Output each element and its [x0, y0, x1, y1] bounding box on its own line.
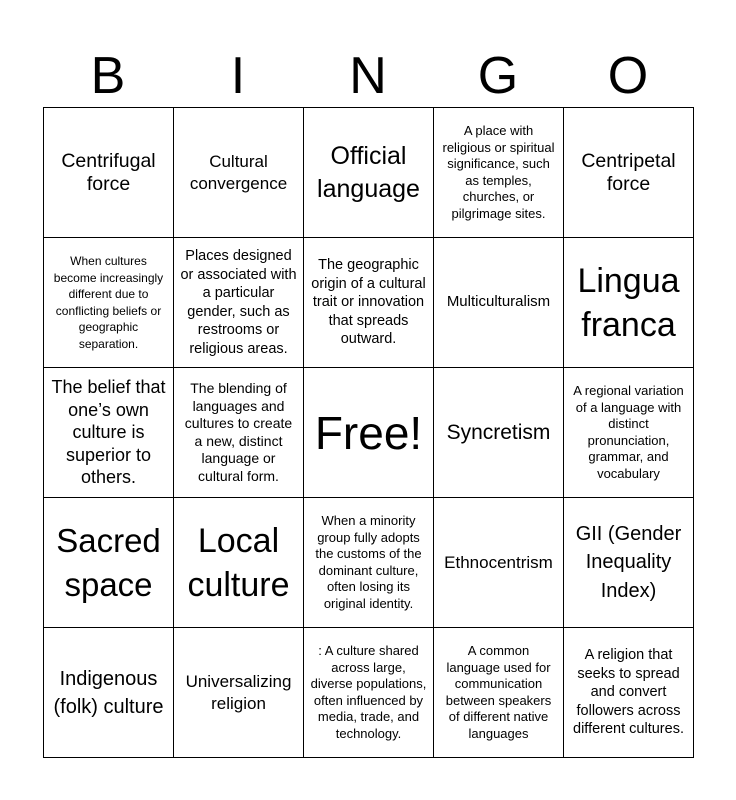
cell-text: Cultural convergence [189, 151, 288, 193]
cell-text: The geographic origin of a cultural trait or innovation that spreads outward. [311, 257, 426, 348]
bingo-cell[interactable] [174, 108, 304, 238]
cell-text: Multiculturalism [446, 293, 551, 311]
bingo-cell[interactable] [174, 498, 304, 628]
bingo-cell[interactable] [44, 368, 174, 498]
cell-text: A religion that seeks to spread and convert followers across different cultures. [573, 647, 684, 738]
cell-text: Centripetal force [581, 149, 676, 195]
bingo-cell[interactable] [434, 628, 564, 758]
cell-text: When a minority group fully adopts the customs of the dominant culture, often losing its original identity. [315, 513, 422, 611]
bingo-cell[interactable] [564, 628, 694, 758]
bingo-cell[interactable] [434, 368, 564, 498]
bingo-cell[interactable] [564, 238, 694, 368]
bingo-cell[interactable] [304, 628, 434, 758]
cell-text: GII (Gender Inequality Index) [575, 522, 682, 602]
bingo-cell[interactable] [564, 498, 694, 628]
bingo-header [43, 44, 693, 108]
cell-text: Ethnocentrism [444, 552, 553, 572]
bingo-grid [43, 107, 694, 758]
bingo-cell[interactable] [174, 628, 304, 758]
cell-text: Lingua franca [577, 261, 680, 344]
bingo-cell[interactable] [564, 108, 694, 238]
bingo-cell[interactable] [304, 238, 434, 368]
cell-text: Syncretism [446, 420, 551, 444]
bingo-cell[interactable] [434, 238, 564, 368]
cell-text: When cultures become increasingly different due to conflicting beliefs or geographic separation. [53, 254, 164, 351]
bingo-cell[interactable] [564, 368, 694, 498]
cell-text: Sacred space [56, 521, 161, 603]
bingo-cell[interactable] [174, 238, 304, 368]
free-space: Free! [314, 406, 423, 459]
cell-text: The blending of languages and cultures to create a new, distinct language or cultural form. [184, 380, 293, 484]
bingo-cell[interactable] [174, 368, 304, 498]
cell-text: Places designed or associated with a particular gender, such as restrooms or religious areas. [180, 248, 297, 357]
header-letter-i: I [230, 47, 246, 105]
bingo-cell[interactable] [44, 238, 174, 368]
header-letter-o: O [607, 47, 649, 105]
cell-text: : A culture shared across large, diverse populations, often influenced by media, trade, and technology. [310, 643, 427, 741]
cell-text: Indigenous (folk) culture [53, 667, 164, 718]
cell-text: Universalizing religion [185, 671, 292, 713]
bingo-cell[interactable] [44, 498, 174, 628]
bingo-cell[interactable] [434, 498, 564, 628]
bingo-cell[interactable] [44, 108, 174, 238]
bingo-cell[interactable] [44, 628, 174, 758]
bingo-cell[interactable] [304, 108, 434, 238]
header-letter-n: N [349, 47, 387, 105]
bingo-cell[interactable] [304, 368, 434, 498]
cell-text: A place with religious or spiritual significance, such as temples, churches, or pilgrimage sites. [442, 123, 555, 221]
cell-text: The belief that one’s own culture is superior to others. [51, 377, 166, 488]
cell-text: Official language [317, 141, 420, 203]
cell-text: Centrifugal force [61, 149, 156, 195]
bingo-cell[interactable] [434, 108, 564, 238]
header-letter-b: B [90, 47, 126, 105]
cell-text: A regional variation of a language with distinct pronunciation, grammar, and vocabulary [573, 383, 684, 481]
cell-text: A common language used for communication between speakers of different native languages [445, 643, 552, 741]
cell-text: Local culture [187, 521, 290, 604]
header-letter-g: G [477, 47, 519, 105]
bingo-cell[interactable] [304, 498, 434, 628]
